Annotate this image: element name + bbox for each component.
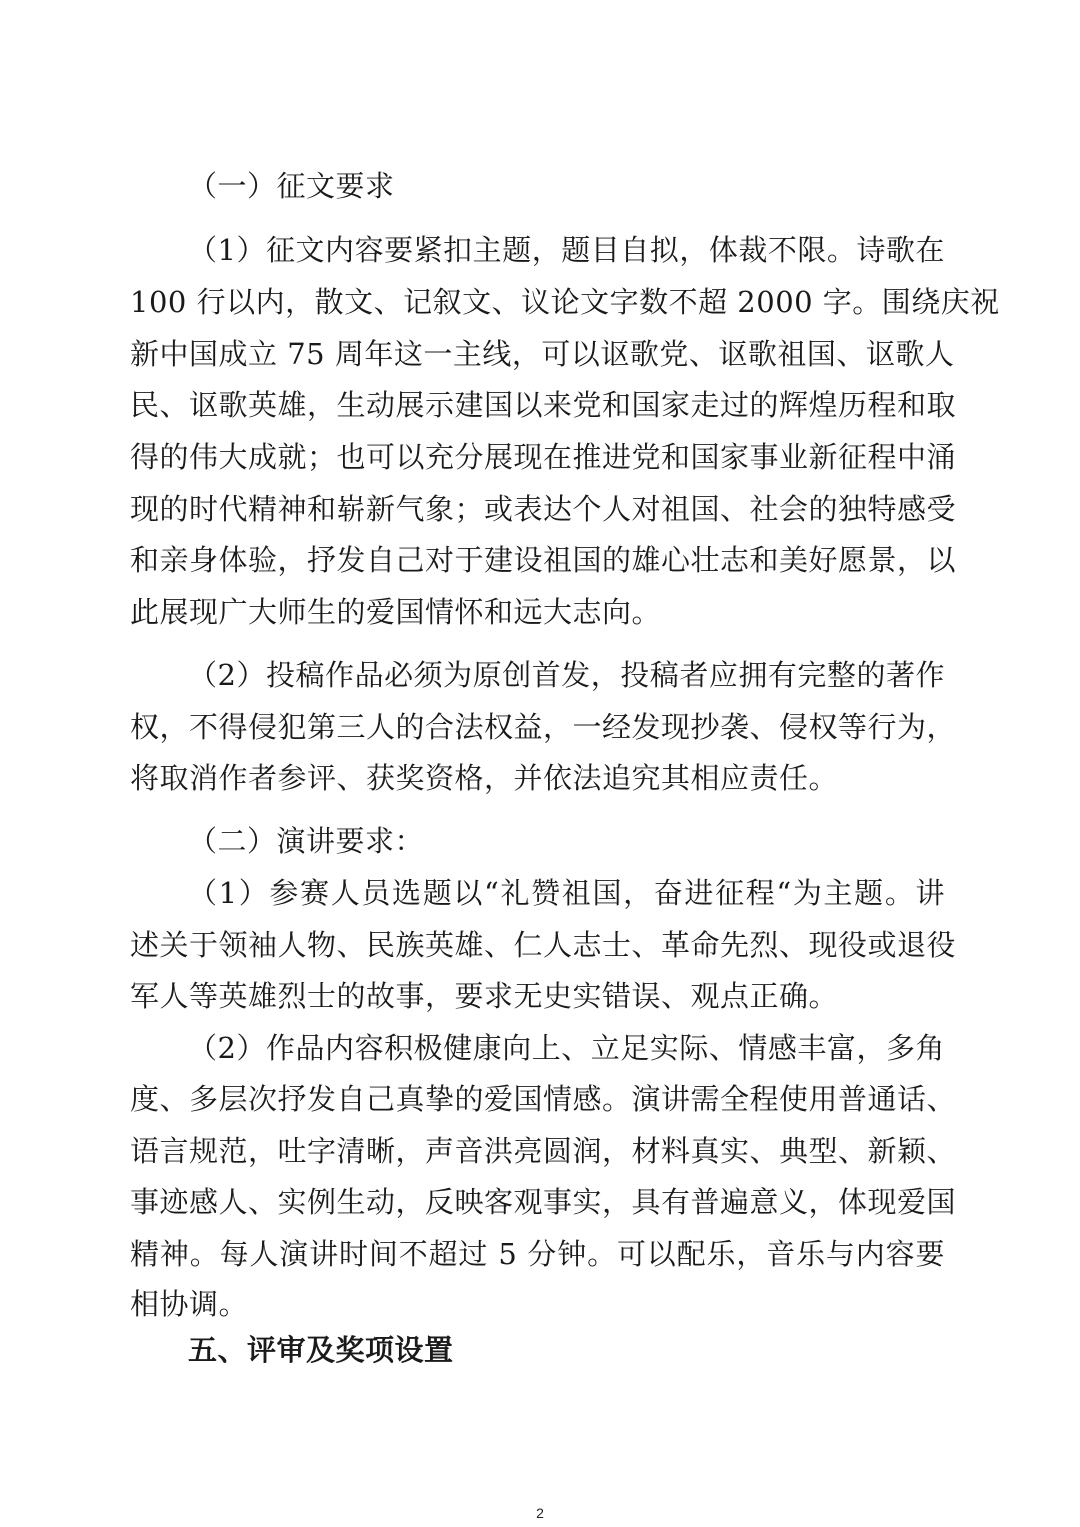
speech-item2-line: （2）作品内容积极健康向上、立足实际、情感丰富，多角: [188, 1031, 945, 1065]
essay-item1-line: 新中国成立 75 周年这一主线，可以讴歌党、讴歌祖国、讴歌人: [130, 337, 955, 371]
section-heading-essay-requirements: （一）征文要求: [188, 169, 395, 203]
speech-item1-line: （1）参赛人员选题以“礼赞祖国，奋进征程“为主题。讲: [188, 876, 945, 910]
speech-item2-line: 事迹感人、实例生动，反映客观事实，具有普遍意义，体现爱国: [130, 1185, 957, 1219]
essay-item1-line: 现的时代精神和崭新气象；或表达个人对祖国、社会的独特感受: [130, 492, 957, 526]
essay-item1-line: 此展现广大师生的爱国情怀和远大志向。: [130, 595, 662, 629]
essay-item1-line: 100 行以内，散文、记叙文、议论文字数不超 2000 字。围绕庆祝: [130, 285, 1000, 319]
essay-item2-line: 权，不得侵犯第三人的合法权益，一经发现抄袭、侵权等行为，: [130, 710, 957, 744]
essay-item1-line: 得的伟大成就；也可以充分展现在推进党和国家事业新征程中涌: [130, 440, 957, 474]
page-number: 2: [536, 1505, 544, 1521]
speech-item2-line: 精神。每人演讲时间不超过 5 分钟。可以配乐，音乐与内容要: [130, 1237, 945, 1271]
speech-item2-line: 相协调。: [130, 1287, 249, 1321]
essay-item1-line: 和亲身体验，抒发自己对于建设祖国的雄心壮志和美好愿景，以: [130, 543, 957, 577]
essay-item1-line: （1）征文内容要紧扣主题，题目自拟，体裁不限。诗歌在: [188, 233, 945, 267]
section-heading-speech-requirements: （二）演讲要求：: [188, 824, 425, 858]
speech-item1-line: 军人等英雄烈士的故事，要求无史实错误、观点正确。: [130, 979, 839, 1013]
speech-item2-line: 度、多层次抒发自己真挚的爱国情感。演讲需全程使用普通话、: [130, 1082, 957, 1116]
essay-item2-line: （2）投稿作品必须为原创首发，投稿者应拥有完整的著作: [188, 658, 945, 692]
essay-item2-line: 将取消作者参评、获奖资格，并依法追究其相应责任。: [130, 761, 839, 795]
essay-item1-line: 民、讴歌英雄，生动展示建国以来党和国家走过的辉煌历程和取: [130, 388, 957, 422]
speech-item1-line: 述关于领袖人物、民族英雄、仁人志士、革命先烈、现役或退役: [130, 928, 957, 962]
speech-item2-line: 语言规范，吐字清晰，声音洪亮圆润，材料真实、典型、新颖、: [130, 1134, 957, 1168]
section-heading-review-and-awards: 五、评审及奖项设置: [188, 1333, 454, 1367]
